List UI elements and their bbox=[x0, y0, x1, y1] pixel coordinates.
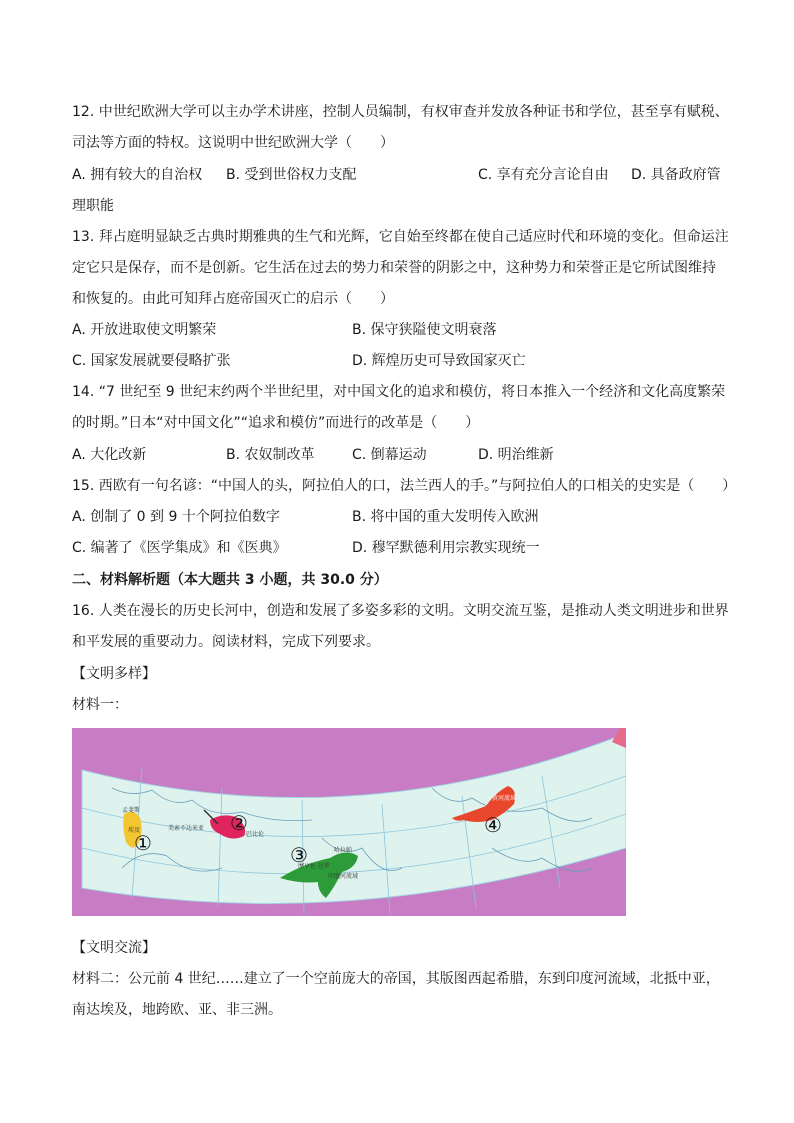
q12-option-d: D. 具备政府管 bbox=[631, 167, 721, 183]
q12-stem-line1: 12. 中世纪欧洲大学可以主办学术讲座，控制人员编制，有权审查并发放各种证书和学位，甚至享有赋税、 bbox=[72, 104, 729, 120]
map-number-1: ① bbox=[134, 831, 152, 855]
q13-option-c: C. 国家发展就要侵略扩张 bbox=[72, 353, 231, 369]
q13-stem-line2: 定它只是保存，而不是创新。它生活在过去的势力和荣誉的阴影之中，这种势力和荣誉正是它所试图维持 bbox=[72, 260, 716, 276]
label-mohenjo: 摩亨佐·达罗 bbox=[298, 863, 330, 870]
q16-material2-line2: 南达埃及，地跨欧、亚、非三洲。 bbox=[72, 1002, 282, 1018]
q12-option-c: C. 享有充分言论自由 bbox=[478, 167, 609, 183]
q16-material1-label: 材料一： bbox=[72, 697, 128, 713]
q13-option-a: A. 开放进取使文明繁荣 bbox=[72, 322, 217, 338]
q12-option-a: A. 拥有较大的自治权 bbox=[72, 167, 203, 183]
q16-material2-line1: 材料二：公元前 4 世纪……建立了一个空前庞大的帝国，其版图西起希腊，东到印度河流域，北抵中亚， bbox=[72, 971, 720, 987]
q16-stem-line2: 和平发展的重要动力。阅读材料，完成下列要求。 bbox=[72, 634, 380, 650]
q14-option-c: C. 倒幕运动 bbox=[352, 447, 427, 463]
label-mesopotamia: 美索不达米亚 bbox=[168, 825, 205, 832]
q16-stem-line1: 16. 人类在漫长的历史长河中，创造和发展了多姿多彩的文明。文明交流互鉴，是推动人类文明进步和世界 bbox=[72, 603, 729, 619]
label-nile-bottom: 埃及 bbox=[128, 827, 141, 834]
map-number-4: ④ bbox=[484, 813, 502, 837]
q12-stem-line2: 司法等方面的特权。这说明中世纪欧洲大学（ ） bbox=[72, 135, 394, 151]
label-nile-top: 孟斐斯 bbox=[122, 807, 141, 814]
q15-option-d: D. 穆罕默德利用宗教实现统一 bbox=[352, 540, 540, 556]
q16-tag-diversity: 【文明多样】 bbox=[72, 666, 156, 682]
q14-option-d: D. 明治维新 bbox=[478, 447, 554, 463]
q15-option-b: B. 将中国的重大发明传入欧洲 bbox=[352, 509, 539, 525]
q13-stem-line3: 和恢复的。由此可知拜占庭帝国灭亡的启示（ ） bbox=[72, 291, 394, 307]
q12-option-b: B. 受到世俗权力支配 bbox=[226, 167, 357, 183]
q14-stem-line1: 14. “7 世纪至 9 世纪末约两个半世纪里，对中国文化的追求和模仿，将日本推入一个经济和文化高度繁荣 bbox=[72, 384, 726, 400]
label-harappa: 哈拉帕 bbox=[334, 847, 353, 854]
q12-option-d-cont: 理职能 bbox=[72, 198, 114, 214]
q14-stem-line2: 的时期。”日本“对中国文化”“追求和模仿”而进行的改革是（ ） bbox=[72, 415, 480, 431]
q14-option-b: B. 农奴制改革 bbox=[226, 447, 315, 463]
q15-option-a: A. 创制了 0 到 9 十个阿拉伯数字 bbox=[72, 509, 280, 525]
q15-stem-line1: 15. 西欧有一句名谚：“中国人的头，阿拉伯人的口，法兰西人的手。”与阿拉伯人的口相关的史实是（ ） bbox=[72, 478, 737, 494]
ancient-civilizations-map bbox=[72, 728, 626, 916]
q13-option-b: B. 保守狭隘使文明衰落 bbox=[352, 322, 497, 338]
q15-option-c: C. 编著了《医学集成》和《医典》 bbox=[72, 540, 287, 556]
q14-option-a: A. 大化改新 bbox=[72, 447, 147, 463]
label-babylon: 巴比伦 bbox=[246, 831, 265, 838]
q13-stem-line1: 13. 拜占庭明显缺乏古典时期雅典的生气和光辉，它自始至终都在使自己适应时代和环境的变化。但命运注 bbox=[72, 229, 729, 245]
section-heading: 二、材料解析题（本大题共 3 小题，共 30.0 分） bbox=[72, 572, 388, 588]
map-number-2: ② bbox=[230, 811, 248, 835]
map-number-3: ③ bbox=[290, 843, 308, 867]
label-yellow-river: 黄河流域 bbox=[492, 795, 517, 802]
q16-tag-exchange: 【文明交流】 bbox=[72, 940, 156, 956]
q13-option-d: D. 辉煌历史可导致国家灭亡 bbox=[352, 353, 526, 369]
label-indus: 印度河流域 bbox=[328, 873, 359, 880]
